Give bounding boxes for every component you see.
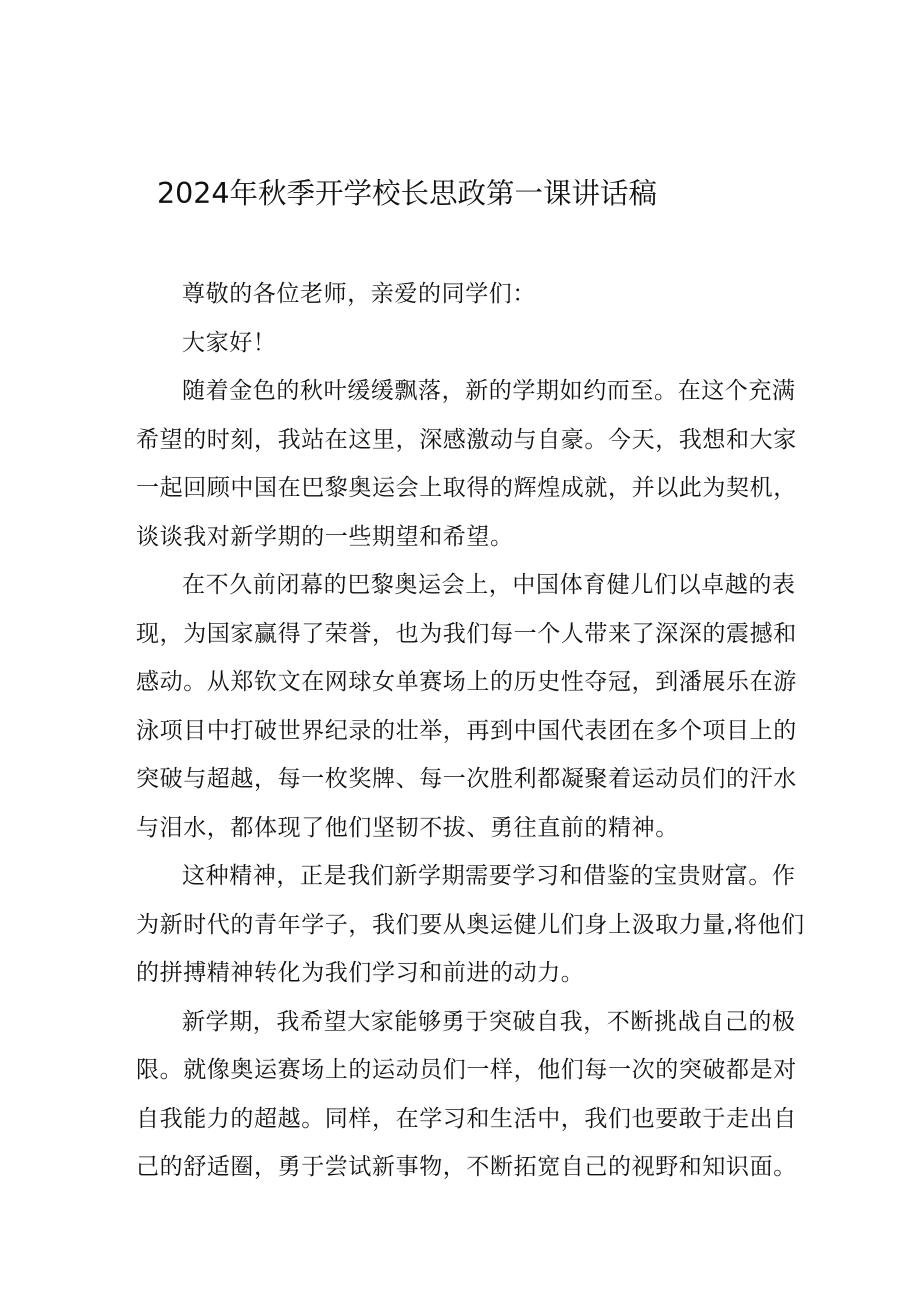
text-line: 为新时代的青年学子，我们要从奥运健儿们身上汲取力量,将他们 [136, 911, 805, 938]
text-line: 这种精神，正是我们新学期需要学习和借鉴的宝贵财富。作 [182, 863, 796, 889]
text-line: 感动。从郑钦文在网球女单赛场上的历史性夺冠，到潘展乐在游 [136, 669, 797, 695]
text-line: 的拼搏精神转化为我们学习和前进的动力。 [136, 960, 585, 986]
text-line: 一起回顾中国在巴黎奥运会上取得的辉煌成就，并以此为契机， [136, 475, 797, 501]
text-line: 现，为国家赢得了荣誉，也为我们每一个人带来了深深的震撼和 [136, 620, 797, 647]
text-line: 突破与超越，每一枚奖牌、每一次胜利都凝聚着运动员们的汗水 [136, 766, 797, 792]
document-body [136, 270, 805, 1192]
text-line: 大家好！ [182, 329, 277, 356]
text-line: 泳项目中打破世界纪录的壮举，再到中国代表团在多个项目上的 [136, 717, 797, 744]
text-line: 自我能力的超越。同样，在学习和生活中，我们也要敢于走出自 [136, 1105, 797, 1132]
text-line: 限。就像奥运赛场上的运动员们一样，他们每一次的突破都是对 [136, 1057, 797, 1083]
text-line: 希望的时刻，我站在这里，深感激动与自豪。今天，我想和大家 [136, 426, 797, 453]
text-line: 与泪水，都体现了他们坚韧不拔、勇往直前的精神。 [136, 814, 679, 841]
text-line: 随着金色的秋叶缓缓飘落，新的学期如约而至。在这个充满 [182, 378, 796, 404]
document-title: 2024年秋季开学校长思政第一课讲话稿 [157, 177, 658, 210]
text-line: 在不久前闭幕的巴黎奥运会上，中国体育健儿们以卓越的表 [182, 572, 796, 598]
text-line: 尊敬的各位老师，亲爱的同学们： [182, 281, 536, 307]
text-line: 己的舒适圈，勇于尝试新事物，不断拓宽自己的视野和知识面。 [136, 1154, 797, 1180]
text-line: 谈谈我对新学期的一些期望和希望。 [136, 523, 514, 550]
text-line: 新学期，我希望大家能够勇于突破自我，不断挑战自己的极 [182, 1008, 796, 1035]
